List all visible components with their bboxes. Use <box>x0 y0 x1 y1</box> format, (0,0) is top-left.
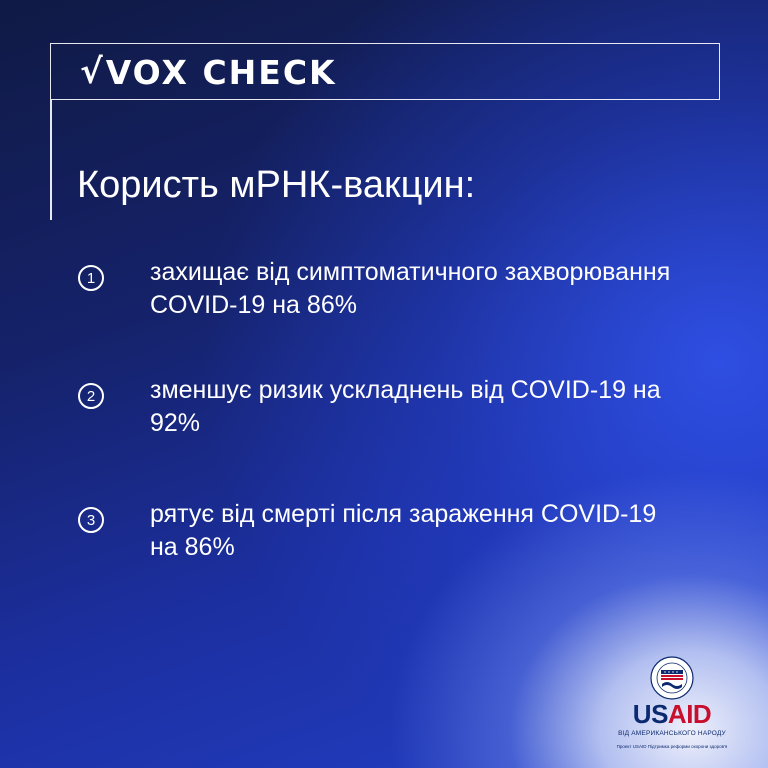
number-circle-icon: 3 <box>78 507 104 533</box>
usaid-seal-icon <box>650 656 694 700</box>
usaid-tagline: Проект USAID Підтримка реформи охорони здоров'я <box>616 744 728 749</box>
logo-text: VOX CHECK <box>105 52 337 92</box>
usaid-logo <box>612 656 732 756</box>
checkmark-icon: √ <box>80 52 105 92</box>
vox-check-logo <box>80 50 337 94</box>
benefit-text: зменшує ризик ускладнень від COVID-19 на 92% <box>150 376 661 437</box>
page-heading: Користь мРНК-вакцин: <box>77 164 476 206</box>
number-circle-icon: 1 <box>78 265 104 291</box>
number-circle-icon: 2 <box>78 383 104 409</box>
usaid-subtitle: ВІД АМЕРИКАНСЬКОГО НАРОДУ <box>618 730 726 737</box>
benefit-text: захищає від симптоматичного захворювання COVID-19 на 86% <box>150 258 671 319</box>
header-frame-stem <box>50 100 52 220</box>
benefit-text: рятує від смерті після зараження COVID-19 на 86% <box>150 500 657 561</box>
usaid-wordmark: USAID <box>632 699 712 729</box>
